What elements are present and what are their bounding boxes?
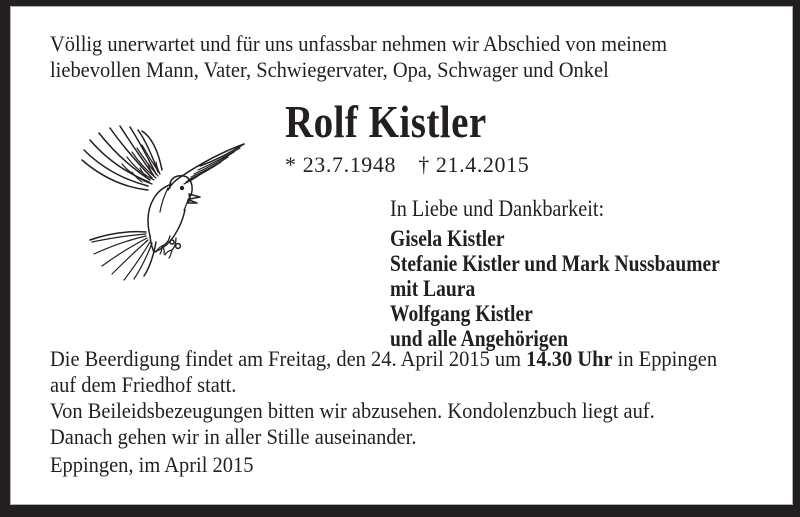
intro-text — [50, 31, 667, 83]
dove-icon — [72, 124, 256, 288]
page-title: Rolf Kistler — [285, 96, 487, 147]
place-date: Eppingen, im April 2015 — [50, 452, 254, 477]
funeral-line-1-post: in Eppingen — [612, 346, 718, 371]
funeral-line-1-pre: Die Beerdigung findet am Freitag, den 24. April 2015 um — [50, 346, 527, 371]
tribute-block — [390, 196, 778, 351]
mourner-name: und alle Angehörigen — [390, 326, 569, 351]
funeral-line-2: auf dem Friedhof statt. — [50, 372, 237, 397]
funeral-line-1 — [50, 346, 717, 372]
condolence-line-1: Von Beileidsbezeugungen bitten wir abzusehen. Kondolenzbuch liegt auf. — [50, 398, 655, 423]
mourner-name: Gisela Kistler — [390, 226, 505, 251]
death-date: † 21.4.2015 — [418, 152, 530, 177]
mourner-name: mit Laura — [390, 276, 476, 301]
mourner-name: Wolfgang Kistler — [390, 301, 533, 326]
intro-line-2: liebevollen Mann, Vater, Schwiegervater, Opa, Schwager und Onkel — [50, 57, 609, 82]
title-block — [285, 98, 529, 178]
mourner-name: Stefanie Kistler und Mark Nussbaumer — [390, 251, 720, 276]
funeral-info — [50, 346, 717, 450]
intro-line-1: Völlig unerwartet und für uns unfassbar nehmen wir Abschied von meinem — [50, 31, 668, 56]
funeral-time: 14.30 Uhr — [526, 346, 613, 371]
condolence-line-2: Danach gehen wir in aller Stille auseinander. — [50, 424, 417, 449]
tribute-heading: In Liebe und Dankbarkeit: — [390, 196, 605, 221]
life-dates — [285, 152, 529, 178]
birth-date: * 23.7.1948 — [285, 152, 397, 177]
